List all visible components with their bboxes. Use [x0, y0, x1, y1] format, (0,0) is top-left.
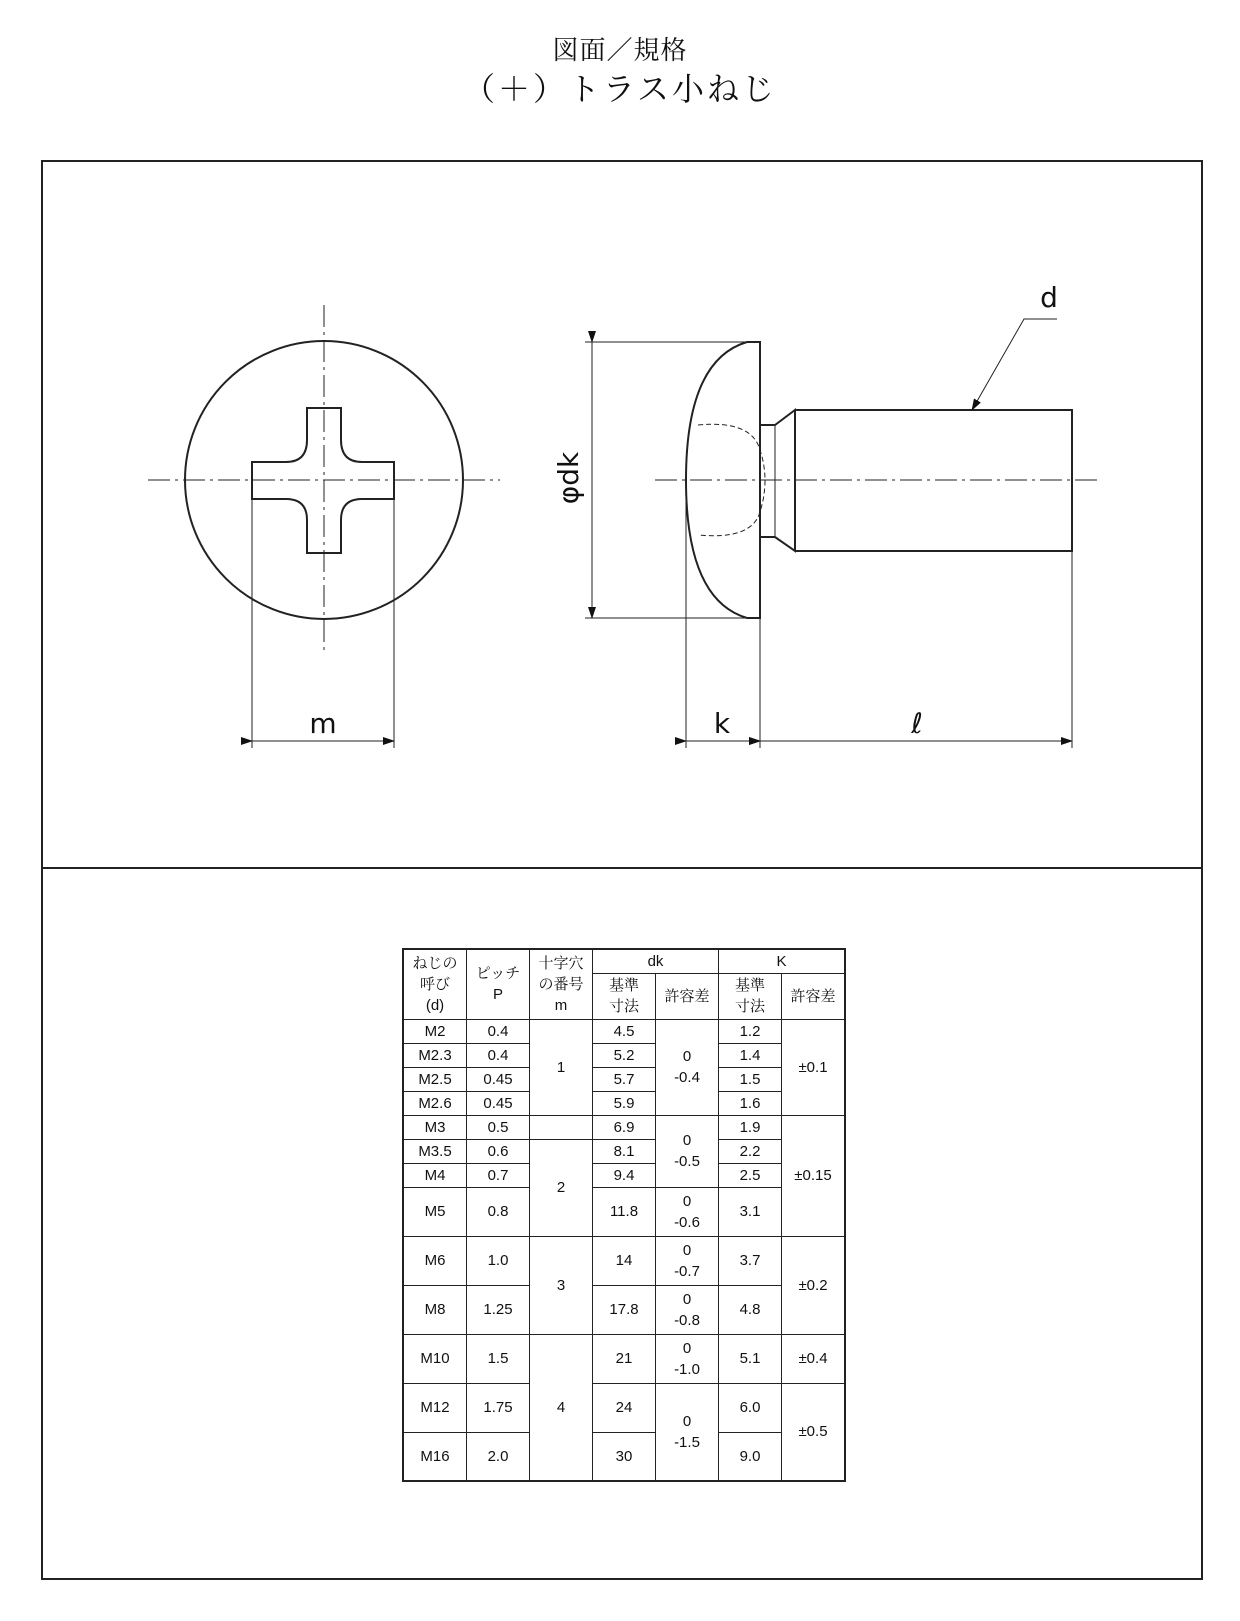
header-dk-basic: 基準 寸法 [593, 973, 656, 1019]
cell-recess: 4 [530, 1334, 593, 1481]
cell-nominal: M6 [403, 1236, 467, 1285]
cell-nominal: M5 [403, 1187, 467, 1236]
cell-k: 1.9 [719, 1115, 782, 1139]
cell-recess: 1 [530, 1019, 593, 1115]
cell-dk-tol: 0 -1.5 [656, 1383, 719, 1481]
cell-pitch: 0.45 [467, 1091, 530, 1115]
cell-dk: 14 [593, 1236, 656, 1285]
cell-dk: 11.8 [593, 1187, 656, 1236]
cell-pitch: 1.0 [467, 1236, 530, 1285]
cell-nominal: M2.6 [403, 1091, 467, 1115]
cell-nominal: M10 [403, 1334, 467, 1383]
cell-nominal: M2.5 [403, 1067, 467, 1091]
header-k: K [719, 949, 846, 973]
cell-dk: 5.2 [593, 1043, 656, 1067]
cell-pitch: 0.5 [467, 1115, 530, 1139]
header-dk: dk [593, 949, 719, 973]
cell-k: 9.0 [719, 1432, 782, 1481]
cell-k: 3.1 [719, 1187, 782, 1236]
cell-k: 1.4 [719, 1043, 782, 1067]
d-leader [972, 319, 1057, 410]
m-label: m [309, 707, 337, 740]
cell-dk-tol: 0 -0.4 [656, 1019, 719, 1115]
cell-pitch: 1.5 [467, 1334, 530, 1383]
cell-nominal: M2 [403, 1019, 467, 1043]
cell-pitch: 2.0 [467, 1432, 530, 1481]
cell-dk: 6.9 [593, 1115, 656, 1139]
cell-nominal: M3 [403, 1115, 467, 1139]
top-view [148, 305, 500, 748]
spec-table [402, 948, 846, 1482]
cell-k: 4.8 [719, 1285, 782, 1334]
cell-k-tol: ±0.2 [782, 1236, 846, 1334]
cell-k: 3.7 [719, 1236, 782, 1285]
cell-k: 1.6 [719, 1091, 782, 1115]
product-title: （＋）トラス小ねじ [462, 70, 778, 108]
cell-dk: 8.1 [593, 1139, 656, 1163]
side-view [585, 319, 1100, 748]
cell-pitch: 0.8 [467, 1187, 530, 1236]
cell-pitch: 0.4 [467, 1043, 530, 1067]
cell-dk-tol: 0 -0.6 [656, 1187, 719, 1236]
cell-dk: 5.7 [593, 1067, 656, 1091]
d-label: d [1040, 281, 1058, 314]
cell-dk: 5.9 [593, 1091, 656, 1115]
cell-dk-tol: 0 -0.8 [656, 1285, 719, 1334]
cell-dk-tol: 0 -0.7 [656, 1236, 719, 1285]
header-k-basic: 基準 寸法 [719, 973, 782, 1019]
cell-recess: 2 [530, 1139, 593, 1236]
cell-dk: 21 [593, 1334, 656, 1383]
header-dk-tolerance: 許容差 [656, 973, 719, 1019]
cell-k: 2.2 [719, 1139, 782, 1163]
cell-recess: 3 [530, 1236, 593, 1334]
cell-dk: 24 [593, 1383, 656, 1432]
cell-k: 6.0 [719, 1383, 782, 1432]
cell-k-tol: ±0.1 [782, 1019, 846, 1115]
cell-dk-tol: 0 -1.0 [656, 1334, 719, 1383]
cell-dk-tol: 0 -0.5 [656, 1115, 719, 1187]
cell-nominal: M16 [403, 1432, 467, 1481]
cell-dk: 30 [593, 1432, 656, 1481]
cell-recess-empty [530, 1115, 593, 1139]
cell-k-tol: ±0.15 [782, 1115, 846, 1236]
header-pitch: ピッチ P [467, 949, 530, 1019]
cell-pitch: 0.4 [467, 1019, 530, 1043]
page-title: 図面／規格 [552, 36, 688, 66]
cell-k: 5.1 [719, 1334, 782, 1383]
cell-pitch: 0.7 [467, 1163, 530, 1187]
cell-dk: 4.5 [593, 1019, 656, 1043]
cell-nominal: M3.5 [403, 1139, 467, 1163]
cell-k: 2.5 [719, 1163, 782, 1187]
cell-k: 1.5 [719, 1067, 782, 1091]
cell-nominal: M8 [403, 1285, 467, 1334]
cell-pitch: 0.6 [467, 1139, 530, 1163]
cell-pitch: 0.45 [467, 1067, 530, 1091]
cell-k: 1.2 [719, 1019, 782, 1043]
k-label: k [713, 707, 731, 740]
header-nominal: ねじの 呼び (d) [403, 949, 467, 1019]
cell-nominal: M12 [403, 1383, 467, 1432]
cell-nominal: M2.3 [403, 1043, 467, 1067]
cell-pitch: 1.75 [467, 1383, 530, 1432]
cell-nominal: M4 [403, 1163, 467, 1187]
cell-k-tol: ±0.5 [782, 1383, 846, 1481]
header-k-tolerance: 許容差 [782, 973, 846, 1019]
header-recess: 十字穴 の番号 m [530, 949, 593, 1019]
cell-k-tol: ±0.4 [782, 1334, 846, 1383]
l-label: ℓ [911, 707, 923, 740]
phi-dk-label: φdk [552, 451, 585, 505]
cell-dk: 9.4 [593, 1163, 656, 1187]
cell-pitch: 1.25 [467, 1285, 530, 1334]
cell-dk: 17.8 [593, 1285, 656, 1334]
